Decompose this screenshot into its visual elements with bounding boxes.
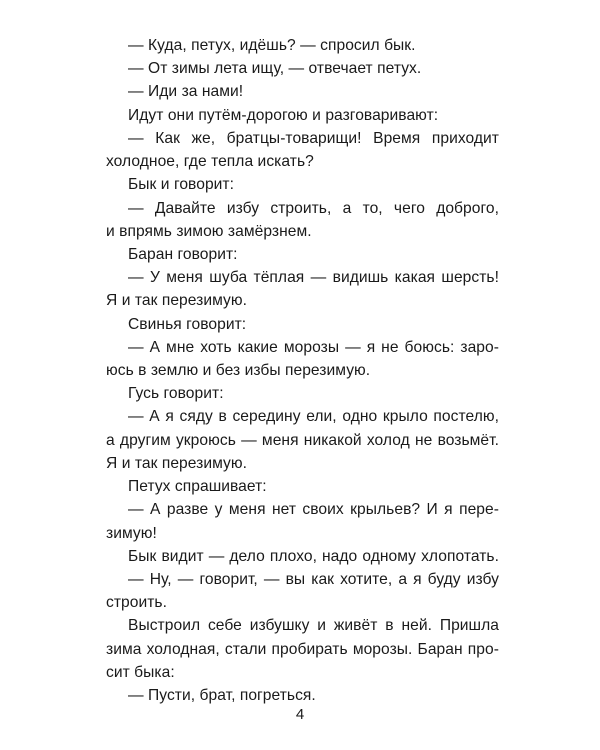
- text-line: зима холодная, стали пробирать морозы. Баран про-: [106, 640, 499, 658]
- text-line: — А мне хоть какие морозы — я не боюсь: заро-: [128, 338, 499, 356]
- text-line: строить.: [106, 594, 167, 612]
- text-line: — Куда, петух, идёшь? — спросил бык.: [128, 37, 416, 54]
- text-line: и впрямь зимою замёрзнем.: [106, 222, 312, 240]
- text-line: — А я сяду в середину ели, одно крыло постелю,: [128, 408, 499, 426]
- page-number: 4: [295, 706, 305, 723]
- text-line: — Как же, братцы-товарищи! Время приходит: [128, 129, 499, 147]
- text-line: — Иди за нами!: [128, 83, 244, 101]
- text-line: — А разве у меня нет своих крыльев? И я пере-: [128, 501, 499, 519]
- text-line: Я и так перезимую.: [106, 292, 248, 310]
- text-line: Гусь говорит:: [128, 385, 224, 403]
- text-line: зимую!: [106, 524, 157, 542]
- text-line: холодное, где тепла искать?: [106, 153, 314, 171]
- text-line: Петух спрашивает:: [128, 478, 267, 496]
- text-line: а другим укроюсь — меня никакой холод не возьмёт.: [106, 431, 499, 449]
- text-line: юсь в землю и без избы перезимую.: [106, 362, 371, 379]
- text-line: Свинья говорит:: [128, 315, 247, 333]
- text-line: Я и так перезимую.: [106, 454, 248, 472]
- text-line: Бык и говорит:: [128, 176, 234, 194]
- text-line: Идут они путём-дорогою и разговаривают:: [128, 106, 439, 124]
- text-line: — Ну, — говорит, — вы как хотите, а я буду избу: [128, 570, 499, 588]
- text-line: Баран говорит:: [128, 245, 238, 263]
- text-line: Бык видит — дело плохо, надо одному хлопотать.: [128, 547, 499, 565]
- text-line: — У меня шуба тёплая — видишь какая шерсть!: [128, 269, 499, 287]
- text-line: — Давайте избу строить, а то, чего доброго,: [128, 199, 499, 217]
- text-line: — Пусти, брат, погреться.: [128, 687, 316, 704]
- text-line: Выстроил себе избушку и живёт в ней. Пришла: [128, 617, 499, 635]
- text-line: сит быка:: [106, 663, 175, 681]
- text-line: — От зимы лета ищу, — отвечает петух.: [128, 60, 422, 78]
